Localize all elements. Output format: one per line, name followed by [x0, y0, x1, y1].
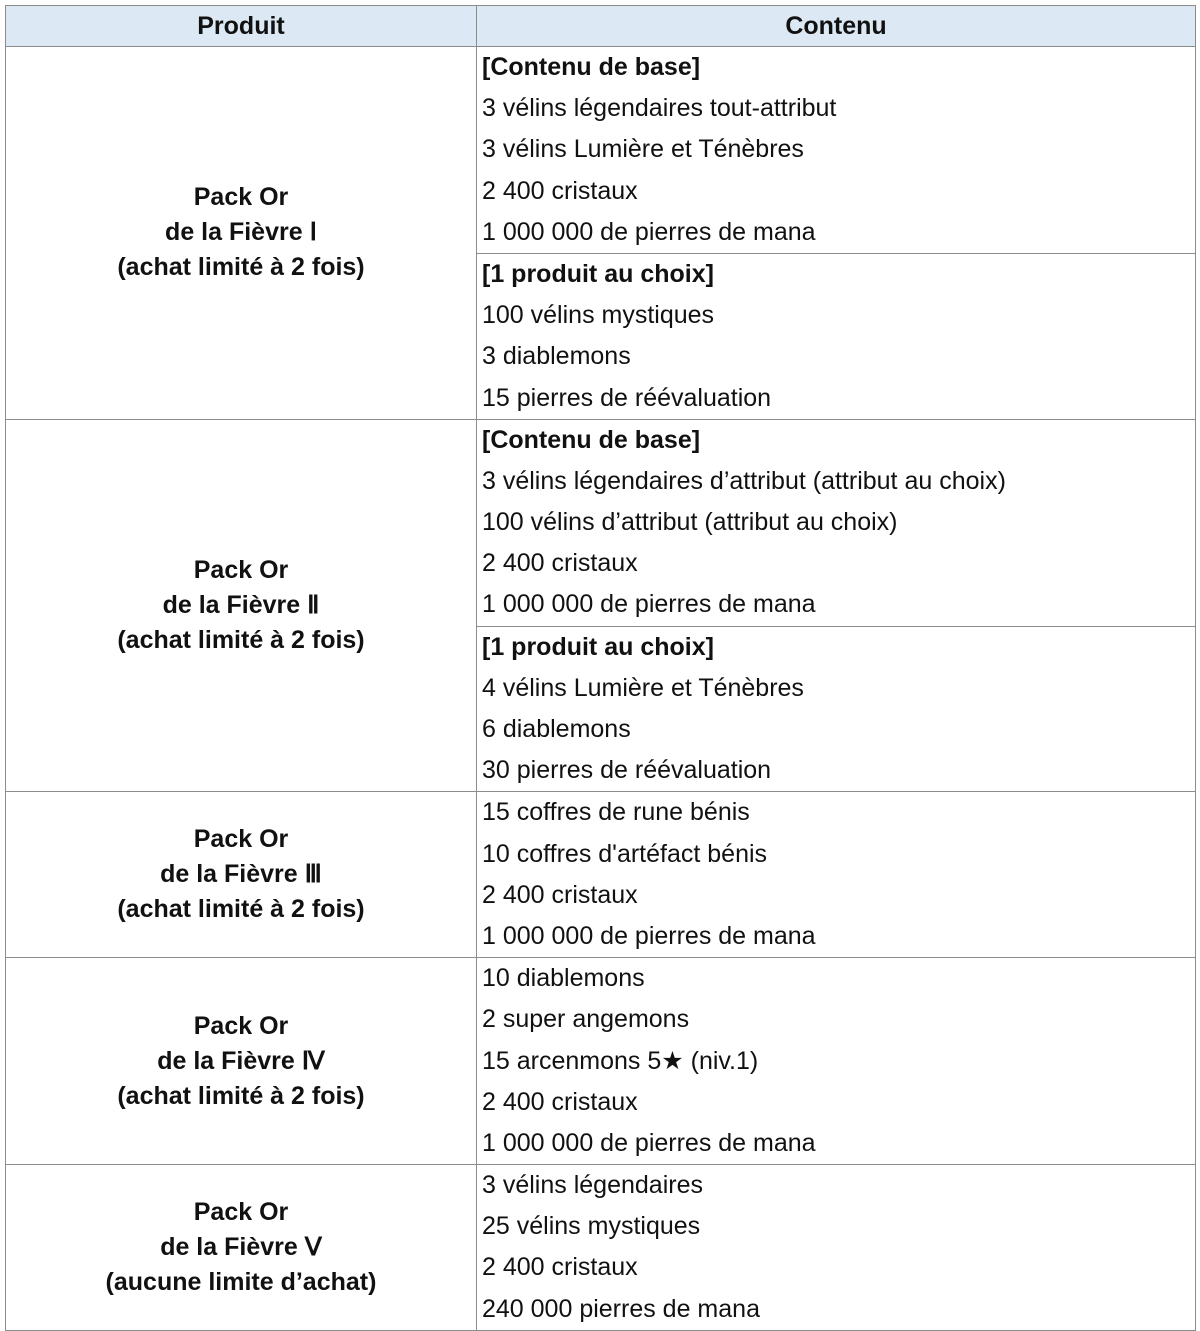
product-tier: de la Fièvre Ⅳ: [157, 1046, 325, 1075]
content-item: 3 vélins légendaires d’attribut (attribut au choix): [482, 466, 1006, 495]
content-group: [477, 627, 1195, 792]
content-item: 15 arcenmons 5★ (niv.1): [482, 1046, 759, 1075]
content-item: 15 pierres de réévaluation: [482, 383, 772, 412]
product-cell: [6, 792, 477, 958]
content-item: 10 coffres d'artéfact bénis: [482, 839, 768, 868]
content-item: 2 super angemons: [482, 1005, 690, 1034]
content-item: 10 diablemons: [482, 964, 645, 993]
group-heading: [1 produit au choix]: [482, 259, 714, 288]
content-item: 1 000 000 de pierres de mana: [482, 590, 816, 619]
content-group: [477, 792, 1195, 957]
group-heading: [Contenu de base]: [482, 425, 701, 454]
content-item: 3 vélins Lumière et Ténèbres: [482, 135, 804, 164]
product-cell: [6, 958, 477, 1165]
product-limit: (achat limité à 2 fois): [117, 1081, 365, 1110]
product-limit: (achat limité à 2 fois): [117, 626, 365, 655]
content-item: 2 400 cristaux: [482, 1253, 638, 1282]
table-row: [6, 47, 1196, 420]
product-cell: [6, 47, 477, 420]
product-tier: de la Fièvre Ⅰ: [165, 218, 317, 247]
product-cell: [6, 1165, 477, 1331]
table-row: [6, 792, 1196, 958]
content-item: 100 vélins d’attribut (attribut au choix): [482, 508, 898, 537]
content-group: [477, 254, 1195, 419]
content-item: 240 000 pierres de mana: [482, 1294, 760, 1323]
product-name: Pack Or: [193, 1011, 289, 1040]
content-item: 30 pierres de réévaluation: [482, 756, 772, 785]
table-row: [6, 1165, 1196, 1331]
table-row: [6, 958, 1196, 1165]
content-group: [477, 1165, 1195, 1330]
content-item: 2 400 cristaux: [482, 880, 638, 909]
content-item: 3 diablemons: [482, 342, 631, 371]
content-item: 6 diablemons: [482, 715, 631, 743]
content-item: 25 vélins mystiques: [482, 1212, 701, 1241]
table-header-row: [6, 6, 1196, 47]
content-cell: [477, 47, 1196, 420]
product-cell: [6, 419, 477, 792]
product-name: Pack Or: [193, 825, 289, 854]
product-tier: de la Fièvre Ⅴ: [160, 1232, 322, 1261]
content-item: 3 vélins légendaires tout-attribut: [482, 94, 837, 123]
table-row: [6, 419, 1196, 792]
content-item: 4 vélins Lumière et Ténèbres: [482, 673, 804, 702]
content-item: 2 400 cristaux: [482, 1087, 638, 1116]
product-name: Pack Or: [193, 1197, 289, 1226]
group-heading: [Contenu de base]: [482, 53, 701, 81]
column-header-content: Contenu: [477, 6, 1196, 47]
content-cell: [477, 419, 1196, 792]
content-item: 1 000 000 de pierres de mana: [482, 1128, 816, 1157]
group-heading: [1 produit au choix]: [482, 632, 714, 661]
content-cell: [477, 1165, 1196, 1331]
content-item: 100 vélins mystiques: [482, 301, 715, 330]
product-tier: de la Fièvre Ⅱ: [162, 591, 320, 620]
content-group: [477, 420, 1195, 627]
content-group: [477, 47, 1195, 254]
product-name: Pack Or: [193, 556, 289, 585]
column-header-product: Produit: [6, 6, 477, 47]
content-cell: [477, 792, 1196, 958]
product-limit: (achat limité à 2 fois): [117, 895, 365, 924]
content-item: 1 000 000 de pierres de mana: [482, 217, 816, 246]
product-limit: (achat limité à 2 fois): [117, 253, 365, 282]
content-cell: [477, 958, 1196, 1165]
content-group: [477, 958, 1195, 1164]
product-tier: de la Fièvre Ⅲ: [160, 860, 322, 889]
content-item: 2 400 cristaux: [482, 176, 638, 205]
table-body: [6, 47, 1196, 1331]
content-item: 2 400 cristaux: [482, 549, 638, 578]
content-item: 15 coffres de rune bénis: [482, 798, 750, 827]
product-limit: (aucune limite d’achat): [105, 1267, 377, 1296]
product-name: Pack Or: [193, 183, 289, 212]
pack-table: [5, 5, 1196, 1331]
content-item: 1 000 000 de pierres de mana: [482, 921, 816, 950]
content-item: 3 vélins légendaires: [482, 1171, 703, 1200]
